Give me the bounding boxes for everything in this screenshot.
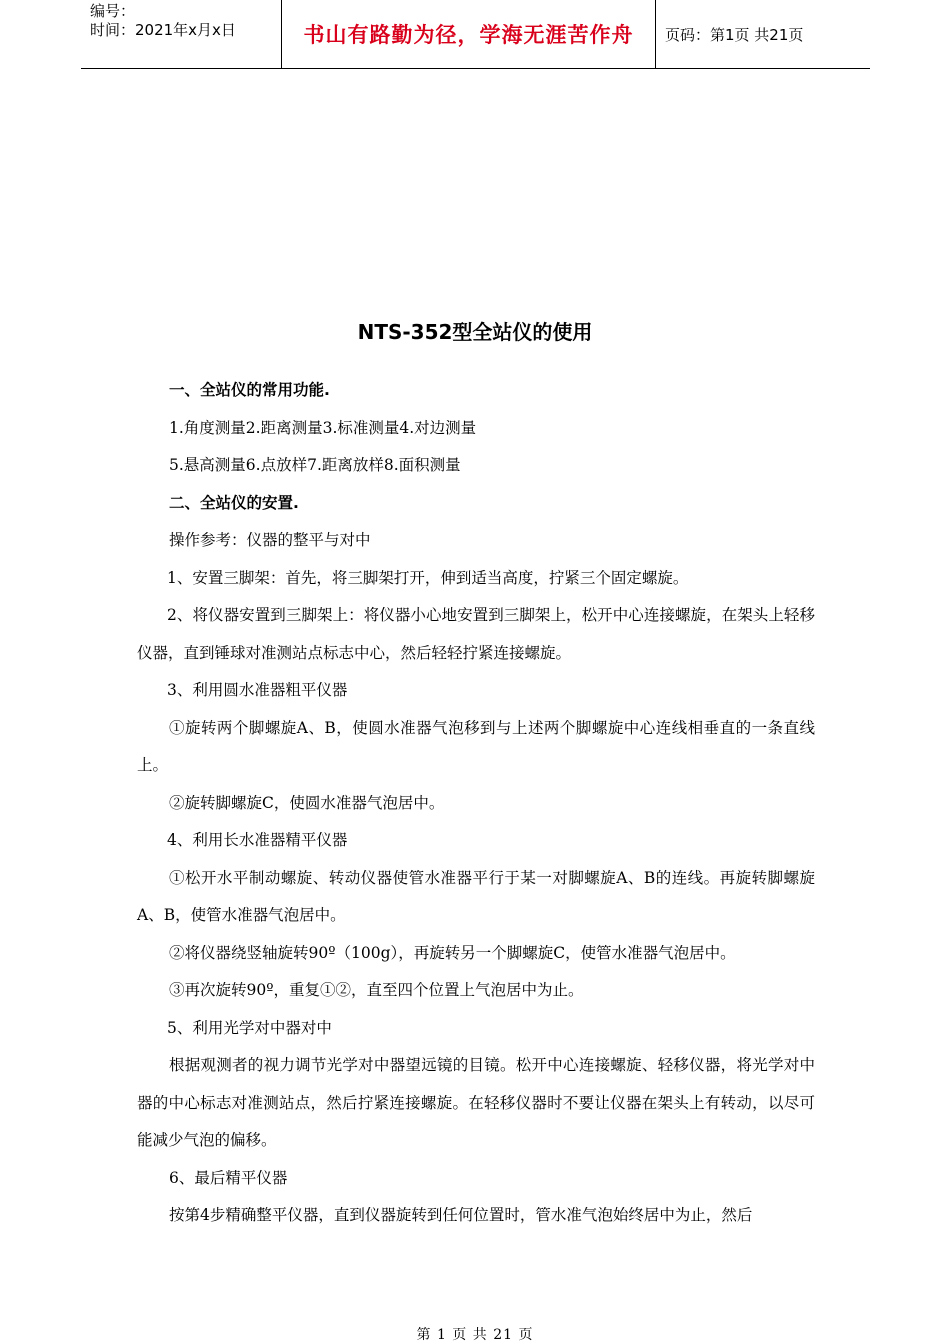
- paragraph: 3、利用圆水准器粗平仪器: [167, 681, 348, 699]
- section-heading: 二、全站仪的安置.: [169, 493, 299, 512]
- time-label: 时间：2021年x月x日: [90, 21, 236, 39]
- paragraph: 2、将仪器安置到三脚架上：将仪器小心地安置到三脚架上，松开中心连接螺旋，在架头上轻移仪器，直到锤球对准测站点标志中心，然后轻轻拧紧连接螺旋。: [137, 606, 815, 662]
- paragraph: 按第4步精确整平仪器，直到仪器旋转到任何位置时，管水准气泡始终居中为止，然后: [169, 1206, 753, 1224]
- paragraph: ①松开水平制动螺旋、转动仪器使管水准器平行于某一对脚螺旋A、B的连线。再旋转脚螺旋A、B，使管水准器气泡居中。: [137, 868, 815, 924]
- code-label: 编号：: [90, 2, 136, 20]
- paragraph: 操作参考：仪器的整平与对中: [169, 531, 371, 549]
- header-page-info: 页码：第1页 共21页: [665, 25, 804, 44]
- document-body: [137, 372, 815, 1235]
- paragraph: ①旋转两个脚螺旋A、B，使圆水准器气泡移到与上述两个脚螺旋中心连线相垂直的一条直线上。: [137, 718, 815, 774]
- page-header: [81, 0, 870, 69]
- paragraph: ②将仪器绕竖轴旋转90º（100g），再旋转另一个脚螺旋C，使管水准器气泡居中。: [169, 943, 736, 962]
- paragraph: 1.角度测量2.距离测量3.标准测量4.对边测量: [169, 418, 477, 437]
- paragraph: 1、安置三脚架：首先，将三脚架打开，伸到适当高度，拧紧三个固定螺旋。: [167, 568, 689, 587]
- page-footer: 第 1 页 共 21 页: [416, 1327, 534, 1343]
- paragraph: 6、最后精平仪器: [169, 1168, 288, 1187]
- paragraph: 4、利用长水准器精平仪器: [167, 831, 348, 849]
- paragraph: 5.悬高测量6.点放样7.距离放样8.面积测量: [169, 456, 461, 474]
- document-title: NTS-352型全站仪的使用: [357, 320, 593, 344]
- header-meta: [81, 0, 281, 68]
- header-motto: 书山有路勤为径，学海无涯苦作舟: [303, 23, 634, 47]
- paragraph: ②旋转脚螺旋C，使圆水准器气泡居中。: [169, 793, 445, 812]
- paragraph: 根据观测者的视力调节光学对中器望远镜的目镜。松开中心连接螺旋、轻移仪器，将光学对中器的中心标志对准测站点，然后拧紧连接螺旋。在轻移仪器时不要让仪器在架头上有转动，以尽可能减少气泡的偏移。: [137, 1056, 815, 1149]
- section-heading: 一、全站仪的常用功能.: [169, 381, 330, 399]
- paragraph: 5、利用光学对中器对中: [167, 1018, 332, 1037]
- paragraph: ③再次旋转90º，重复①②，直至四个位置上气泡居中为止。: [169, 981, 584, 999]
